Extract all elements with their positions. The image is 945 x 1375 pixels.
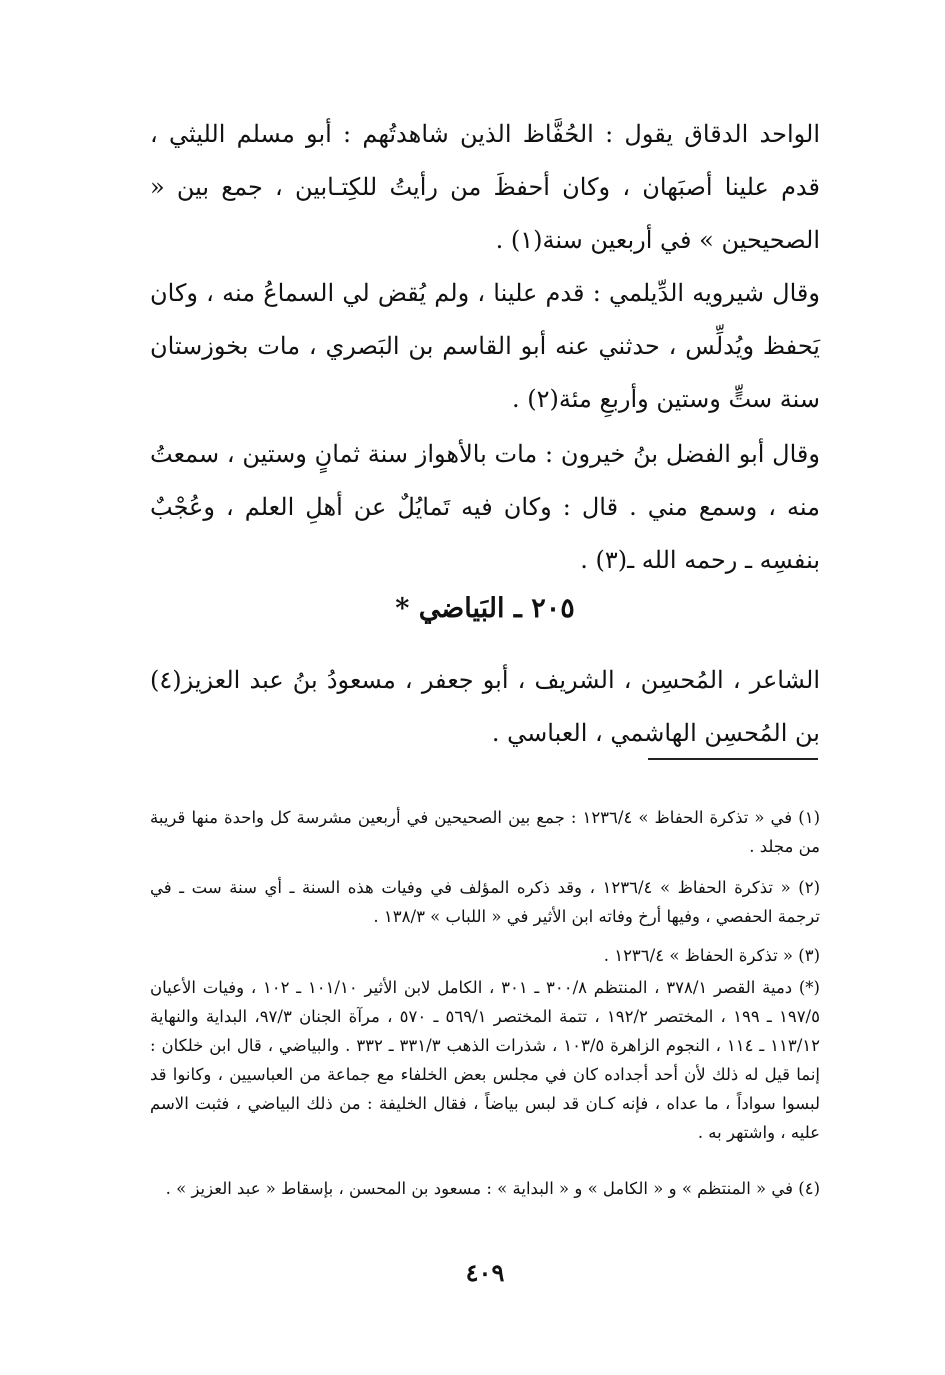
- footnote-separator-line: [648, 758, 818, 760]
- footnote-2: (٢) « تذكرة الحفاظ » ١٢٣٦/٤ ، وقد ذكره المؤلف في وفيات هذه السنة ـ أي سنة ست ـ في ترجمة الحفصي ، وفيها أرخ وفاته ابن الأثير في « اللباب » ١٣٨/٣ .: [150, 877, 821, 926]
- footnote-1: (١) في « تذكرة الحفاظ » ١٢٣٦/٤ : جمع بين الصحيحين في أربعين مشرسة كل واحدة منها قريبة من مجلد .: [150, 807, 820, 856]
- footnote-4: (٤) في « المنتظم » و « الكامل » و « البداية » : مسعود بن المحسن ، بإسقاط « عبد العزيز » .: [165, 1178, 820, 1198]
- body-paragraph-2: وقال شيرويه الدِّيلمي : قدم علينا ، ولم يُقض لي السماعُ منه ، وكان يَحفظ ويُدلِّس ، حدثني عنه أبو القاسم بن البَصري ، مات بخوزستان سنة ستٍّ وستين وأربعِ مئة(٢) .: [150, 279, 820, 413]
- body-paragraph-4: الشاعر ، المُحسِن ، الشريف ، أبو جعفر ، مسعودُ بنُ عبد العزيز(٤) بن المُحسِن الهاشمي ، العباسي .: [150, 666, 820, 747]
- page-number: ٤٠٩: [465, 1258, 505, 1287]
- footnote-3: (٣) « تذكرة الحفاظ » ١٢٣٦/٤ .: [603, 945, 820, 965]
- body-paragraph-1: الواحد الدقاق يقول : الحُفَّاظ الذين شاهدتُهم : أبو مسلم الليثي ، قدم علينا أصبَهان ، وكان أحفظَ من رأيتُ للكِتـابين ، جمع بين « الصحيحين » في أربعين سنة(١) .: [150, 120, 820, 254]
- section-heading: ٢٠٥ ـ البَياضي *: [395, 593, 575, 625]
- footnote-star-sources: (*) دمية القصر ٣٧٨/١ ، المنتظم ٣٠٠/٨ ـ ٣٠١ ، الكامل لابن الأثير ١٠١/١٠ ـ ١٠٢ ، وفيات الأعيان ١٩٧/٥ ـ ١٩٩ ، المختصر ١٩٢/٢ ، تتمة المختصر ٥٦٩/١ ـ ٥٧٠ ، مرآة الجنان ٩٧/٣، البداية والنهاية ١١٣/١٢ ـ ١١٤ ، النجوم الزاهرة ١٠٣/٥ ، شذرات الذهب ٣٣١/٣ ـ ٣٣٢ . والبياضي ، قال ابن خلكان : إنما قيل له ذلك لأن أحد أجداده كان في مجلس بعض الخلفاء مع جماعة من العباسيين ، وكانوا قد لبسوا سواداً ، ما عداه ، فإنه كـان قد لبس بياضاً ، فقال الخليفة : من ذلك البياضي ، فثبت الاسم عليه ، واشتهر به .: [150, 977, 821, 1142]
- body-paragraph-3: وقال أبو الفضل بنُ خيرون : مات بالأهواز سنة ثمانٍ وستين ، سمعتُ منه ، وسمع مني . قال : وكان فيه تَمايُلٌ عن أهلِ العلم ، وعُجْبٌ بنفسِه ـ رحمه الله ـ(٣) .: [150, 440, 820, 574]
